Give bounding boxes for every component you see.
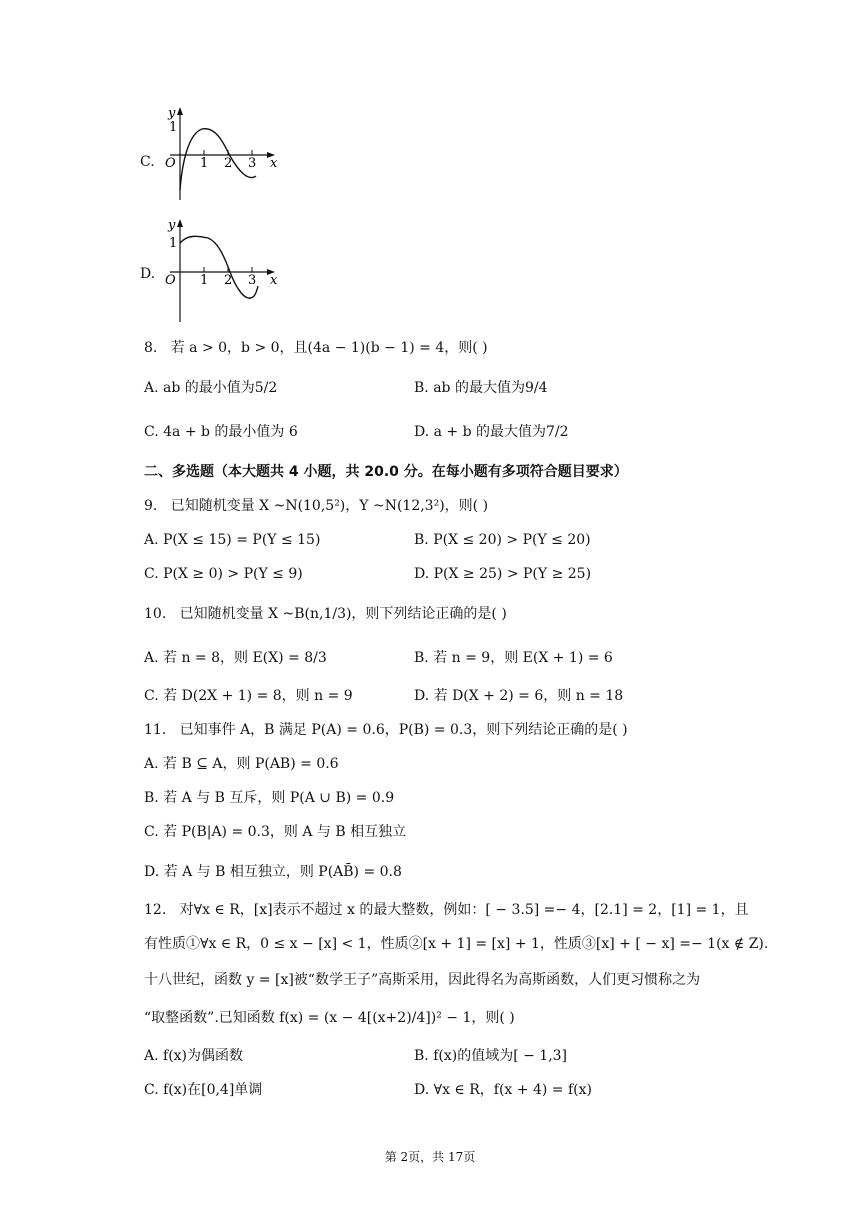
q8-stem-text: 若 a > 0，b > 0，且(4a − 1)(b − 1) = 4，则( ) [170,340,488,356]
section-title: 二、多选题（本大题共 4 小题，共 20.0 分。在每小题有多项符合题目要求） [144,464,628,480]
graph-d-x-tick-2: 2 [224,273,233,288]
q12-option-d: D. ∀x ∈ R，f(x + 4) = f(x) [414,1082,592,1098]
graph-d-origin: O [165,273,176,288]
graph-d-x-tick-1: 1 [200,273,209,288]
q8-option-b: B. ab 的最大值为9/4 [414,380,548,396]
q9-option-b: B. P(X ≤ 20) > P(Y ≤ 20) [414,532,591,548]
q10-option-d: D. 若 D(X + 2) = 6，则 n = 18 [414,688,624,704]
graph-c-y-tick: 1 [169,120,178,135]
q12-option-b: B. f(x)的值域为[ − 1,3] [414,1048,568,1064]
q8-option-a: A. ab 的最小值为5/2 [144,380,278,396]
q11-option-c: C. 若 P(B|A) = 0.3，则 A 与 B 相互独立 [144,824,407,840]
graph-c-origin: O [165,156,176,171]
q9-option-d: D. P(X ≥ 25) > P(Y ≥ 25) [414,566,592,582]
graph-d-y-tick: 1 [169,236,178,251]
option-d-label: D. [140,266,156,282]
graph-c-y-label: y [168,106,176,121]
q12-line-2: 有性质①∀x ∈ R，0 ≤ x − [x] < 1，性质②[x + 1] = [x] + 1，性质③[x] + [ − x] =− 1(x ∉ Z). [144,936,769,952]
graph-c-x-tick-2: 2 [224,156,233,171]
q9-stem: 9. 已知随机变量 X ~N(10,5²)，Y ~N(12,3²)，则( ) [144,498,489,514]
graph-c-x-tick-3: 3 [248,156,257,171]
q9-stem-text: 已知随机变量 X ~N(10,5²)，Y ~N(12,3²)，则( ) [170,498,489,514]
q10-stem-text: 已知随机变量 X ~B(n,1/3)，则下列结论正确的是( ) [179,606,507,622]
graph-c-x-tick-1: 1 [200,156,209,171]
q12-option-c: C. f(x)在[0,4]单调 [144,1082,263,1098]
graph-c-x-label: x [270,156,278,171]
q11-stem-text: 已知事件 A，B 满足 P(A) = 0.6，P(B) = 0.3，则下列结论正确的是( ) [179,722,628,738]
q11-option-a: A. 若 B ⊆ A，则 P(AB) = 0.6 [144,756,339,772]
q11-stem: 11. 已知事件 A，B 满足 P(A) = 0.6，P(B) = 0.3，则下列结论正确的是( ) [144,722,628,738]
q12-line-1: 12. 对∀x ∈ R，[x]表示不超过 x 的最大整数，例如：[ − 3.5] =− 4，[2.1] = 2，[1] = 1，且 [144,902,749,918]
q8-stem: 8. 若 a > 0，b > 0，且(4a − 1)(b − 1) = 4，则( ) [144,340,488,356]
q8-option-d: D. a + b 的最大值为7/2 [414,424,569,440]
q10-option-c: C. 若 D(2X + 1) = 8，则 n = 9 [144,688,353,704]
graph-d-x-tick-3: 3 [248,273,257,288]
q12-line-3: 十八世纪，函数 y = [x]被“数学王子”高斯采用，因此得名为高斯函数，人们更习惯称之为 [144,972,701,988]
q10-stem: 10. 已知随机变量 X ~B(n,1/3)，则下列结论正确的是( ) [144,606,507,622]
page-footer: 第 2页，共 17页 [384,1150,476,1164]
q11-option-b: B. 若 A 与 B 互斥，则 P(A ∪ B) = 0.9 [144,790,395,806]
q8-option-c: C. 4a + b 的最小值为 6 [144,424,298,440]
q9-option-c: C. P(X ≥ 0) > P(Y ≤ 9) [144,566,303,582]
q11-option-d: D. 若 A 与 B 相互独立，则 P(AB̄) = 0.8 [144,864,402,880]
graph-d [158,214,288,324]
graph-d-x-label: x [270,273,278,288]
option-c-label: C. [140,154,155,170]
q10-option-b: B. 若 n = 9，则 E(X + 1) = 6 [414,650,613,666]
q12-line-4: “取整函数”.已知函数 f(x) = (x − 4[(x+2)/4])² − 1，则( ) [144,1010,515,1026]
q9-option-a: A. P(X ≤ 15) = P(Y ≤ 15) [144,532,321,548]
q12-option-a: A. f(x)为偶函数 [144,1048,244,1064]
graph-c [158,104,288,204]
q12-line-1-text: 对∀x ∈ R，[x]表示不超过 x 的最大整数，例如：[ − 3.5] =− 4，[2.1] = 2，[1] = 1，且 [179,902,749,918]
q10-option-a: A. 若 n = 8，则 E(X) = 8/3 [144,650,327,666]
graph-d-y-label: y [168,218,176,233]
